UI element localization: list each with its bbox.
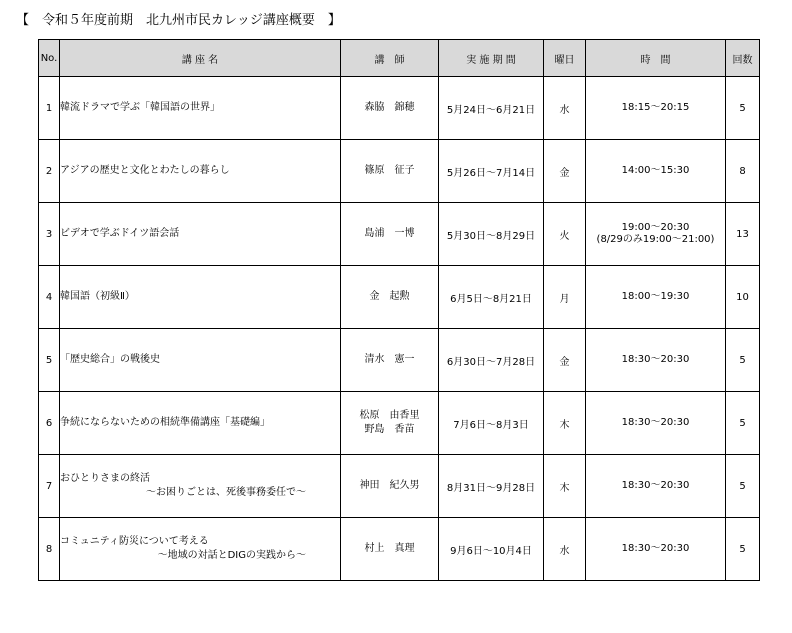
cell-day: 火 xyxy=(544,203,586,266)
cell-count: 10 xyxy=(726,266,760,329)
cell-day: 水 xyxy=(544,518,586,581)
header-period: 実 施 期 間 xyxy=(439,40,544,77)
time-main: 18:30～20:30 xyxy=(621,354,690,365)
cell-period: 5月24日～6月21日 xyxy=(439,77,544,140)
course-title: コミュニティ防災について考える xyxy=(60,536,209,547)
cell-course xyxy=(60,392,341,455)
cell-lecturer xyxy=(341,140,439,203)
cell-period: 5月26日～7月14日 xyxy=(439,140,544,203)
cell-day: 金 xyxy=(544,329,586,392)
cell-lecturer xyxy=(341,455,439,518)
cell-lecturer xyxy=(341,392,439,455)
lecturer-name: 篠原 征子 xyxy=(364,165,415,176)
cell-lecturer xyxy=(341,77,439,140)
cell-course xyxy=(60,455,341,518)
table-row xyxy=(39,77,760,140)
time-main: 18:30～20:30 xyxy=(621,543,690,554)
course-title: 争続にならないための相続準備講座「基礎編」 xyxy=(60,417,270,428)
time-main: 18:00～19:30 xyxy=(621,291,690,302)
cell-period: 6月5日～8月21日 xyxy=(439,266,544,329)
cell-no: 4 xyxy=(39,266,60,329)
document-title: 【 令和５年度前期 北九州市民カレッジ講座概要 】 xyxy=(16,13,341,28)
cell-count: 8 xyxy=(726,140,760,203)
cell-day: 木 xyxy=(544,455,586,518)
course-subtitle: ～お困りごとは、死後事務委任で～ xyxy=(146,487,306,498)
cell-lecturer xyxy=(341,203,439,266)
cell-count: 5 xyxy=(726,77,760,140)
cell-time xyxy=(586,329,726,392)
course-title: 「歴史総合」の戦後史 xyxy=(60,354,160,365)
cell-day: 金 xyxy=(544,140,586,203)
time-note: (8/29のみ19:00～21:00) xyxy=(596,234,715,245)
header-time: 時 間 xyxy=(586,40,726,77)
cell-no: 1 xyxy=(39,77,60,140)
cell-time xyxy=(586,455,726,518)
cell-no: 5 xyxy=(39,329,60,392)
cell-time xyxy=(586,266,726,329)
course-title: アジアの歴史と文化とわたしの暮らし xyxy=(60,165,230,176)
header-count: 回数 xyxy=(726,40,760,77)
cell-course xyxy=(60,203,341,266)
cell-course xyxy=(60,77,341,140)
cell-course xyxy=(60,140,341,203)
header-no: No. xyxy=(39,40,60,77)
time-main: 18:30～20:30 xyxy=(621,480,690,491)
cell-lecturer xyxy=(341,518,439,581)
cell-course xyxy=(60,266,341,329)
lecturer-name: 森脇 錦穂 xyxy=(364,102,415,113)
cell-no: 6 xyxy=(39,392,60,455)
cell-day: 木 xyxy=(544,392,586,455)
cell-no: 7 xyxy=(39,455,60,518)
lecturer-name: 村上 真理 xyxy=(364,543,415,554)
cell-time xyxy=(586,518,726,581)
lecturer-name: 松原 由香里 xyxy=(359,410,420,421)
cell-no: 3 xyxy=(39,203,60,266)
lecturer-name: 清水 憲一 xyxy=(364,354,415,365)
table-row xyxy=(39,203,760,266)
table-row xyxy=(39,329,760,392)
lecturer-name: 野島 香苗 xyxy=(364,424,415,435)
cell-count: 13 xyxy=(726,203,760,266)
course-title: ビデオで学ぶドイツ語会話 xyxy=(60,228,180,239)
header-lecturer: 講 師 xyxy=(341,40,439,77)
cell-count: 5 xyxy=(726,392,760,455)
cell-time xyxy=(586,140,726,203)
time-main: 14:00～15:30 xyxy=(621,165,690,176)
cell-period: 9月6日～10月4日 xyxy=(439,518,544,581)
header-day: 曜日 xyxy=(544,40,586,77)
table-row xyxy=(39,140,760,203)
cell-period: 5月30日～8月29日 xyxy=(439,203,544,266)
time-main: 18:30～20:30 xyxy=(621,417,690,428)
cell-course xyxy=(60,329,341,392)
cell-no: 8 xyxy=(39,518,60,581)
course-title: 韓流ドラマで学ぶ「韓国語の世界」 xyxy=(60,102,220,113)
cell-course xyxy=(60,518,341,581)
cell-day: 月 xyxy=(544,266,586,329)
table-row xyxy=(39,518,760,581)
cell-time xyxy=(586,203,726,266)
cell-no: 2 xyxy=(39,140,60,203)
cell-day: 水 xyxy=(544,77,586,140)
cell-lecturer xyxy=(341,266,439,329)
cell-time xyxy=(586,392,726,455)
course-title: 韓国語（初級Ⅱ） xyxy=(60,291,135,302)
course-title: おひとりさまの終活 xyxy=(60,473,150,484)
table-row xyxy=(39,266,760,329)
cell-count: 5 xyxy=(726,329,760,392)
cell-period: 8月31日～9月28日 xyxy=(439,455,544,518)
cell-count: 5 xyxy=(726,455,760,518)
course-subtitle: ～地域の対話とDIGの実践から～ xyxy=(157,550,306,561)
lecturer-name: 神田 紀久男 xyxy=(359,480,420,491)
time-main: 18:15～20:15 xyxy=(621,102,690,113)
lecturer-name: 金 起勲 xyxy=(369,291,410,302)
lecturer-name: 島浦 一博 xyxy=(364,228,415,239)
course-table xyxy=(38,39,760,581)
table-row xyxy=(39,455,760,518)
cell-lecturer xyxy=(341,329,439,392)
cell-time xyxy=(586,77,726,140)
cell-count: 5 xyxy=(726,518,760,581)
time-main: 19:00～20:30 xyxy=(621,222,690,233)
cell-period: 7月6日～8月3日 xyxy=(439,392,544,455)
header-course: 講 座 名 xyxy=(60,40,341,77)
table-header-row xyxy=(39,40,760,77)
table-row xyxy=(39,392,760,455)
cell-period: 6月30日～7月28日 xyxy=(439,329,544,392)
